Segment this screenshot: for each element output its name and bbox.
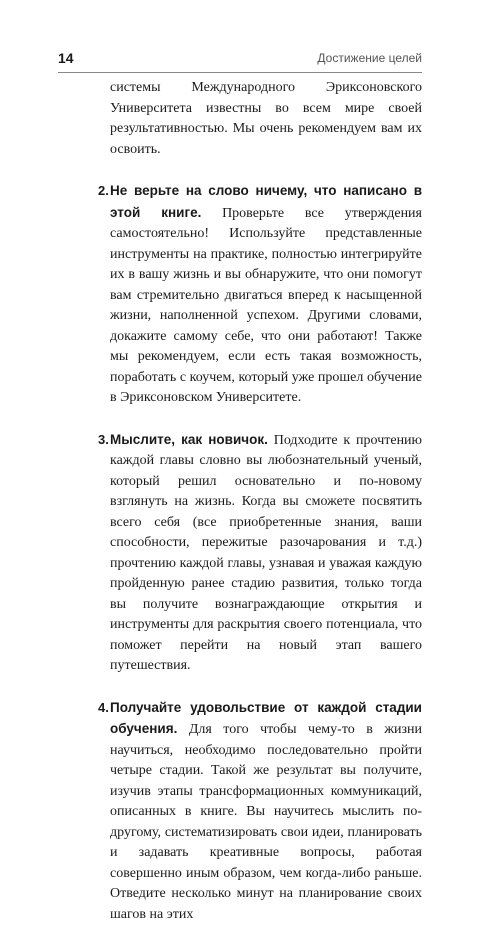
list-item-3 [58, 430, 422, 677]
item-text: Подходите к прочтению каждой главы словно вы любознательный ученый, который решил основательно и по-новому взглянуть на жизнь. Когда вы сможете посвятить всего себя (все приобретенные знания, ваши способности, пережитые разочарования и т.д.) прочтению каждой главы, узнавая и уважая каждую пройденную ранее стадию развития, только тогда вы получите вознаграждающие открытия и инструменты для раскрытия своего потенциала, что поможет перейти на новый этап вашего путешествия. [110, 432, 423, 673]
item-lead: Не верьте на слово ничему, что написано в этой книге. [110, 183, 422, 220]
page-number: 14 [58, 50, 74, 66]
item-text: Проверьте все утверждения самостоятельно! Используйте представленные инструменты на практике, полностью интегрируйте их в вашу жизнь и вы обнаружите, что они помогут вам стремительно двигаться вперед к насыщенной жизни, наполненной успехом. Другими словами, докажите самому себе, что они работают! Также мы рекомендуем, если есть такая возможность, поработать с коучем, который уже прошел обучение в Эриксоновском Университете. [110, 205, 422, 405]
item-lead: Получайте удовольствие от каждой стадии обучения. [110, 699, 422, 736]
list-item-4 [58, 698, 422, 926]
list-number: 2. [98, 183, 109, 198]
list-number: 4. [98, 699, 109, 715]
list-number: 3. [98, 431, 109, 447]
page-body [58, 78, 422, 946]
list-item-2 [58, 181, 422, 409]
intro-paragraph: системы Международного Эриксоновского Университета известны во всем мире своей результативностью. Мы очень рекомендуем вам их освоить. [110, 80, 422, 157]
running-title: Достижение целей [317, 51, 422, 65]
item-text: Для того чтобы чему-то в жизни научиться, необходимо последовательно пройти четыре стадии. Такой же результат вы получите, изучив этапы трансформационных коммуникаций, описанных в книге. Вы научитесь мыслить по-другому, систематизировать свои идеи, планировать и задавать креативные вопросы, работая совершенно иным образом, чем когда-либо раньше. Отведите несколько минут на планирование своих шагов на этих [110, 722, 422, 922]
item-lead: Мыслите, как новичок. [110, 431, 268, 447]
page-header [58, 50, 422, 73]
